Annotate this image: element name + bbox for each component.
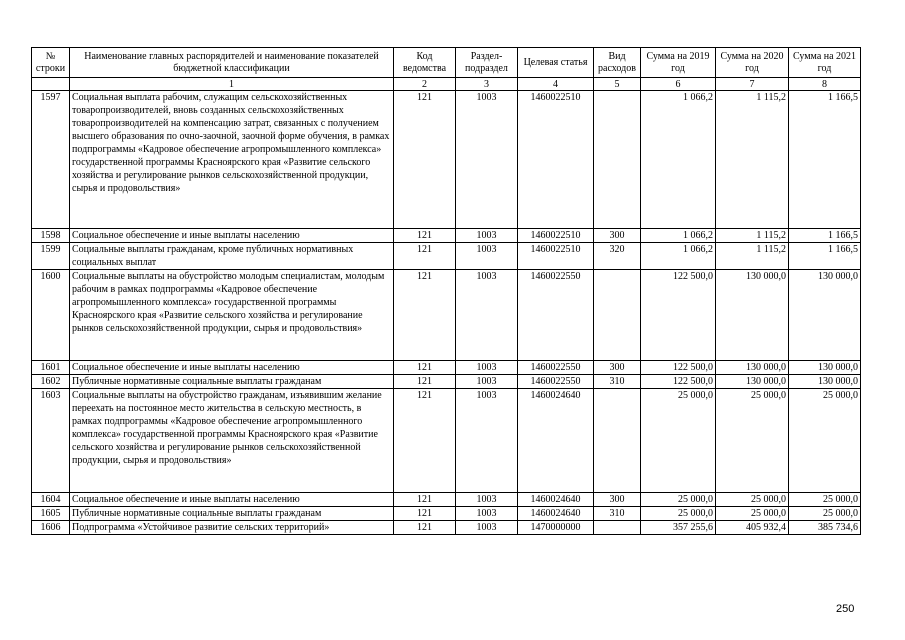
column-number: 6 (641, 78, 716, 91)
cell-sum-2021: 1 166,5 (789, 243, 861, 270)
cell-department-code: 121 (394, 91, 456, 229)
cell-row-number: 1602 (32, 375, 70, 389)
table-row (32, 521, 861, 535)
column-number: 3 (456, 78, 518, 91)
table-row (32, 375, 861, 389)
cell-target-article: 1460024640 (518, 389, 594, 493)
cell-section: 1003 (456, 270, 518, 361)
cell-sum-2019: 25 000,0 (641, 507, 716, 521)
cell-row-number: 1605 (32, 507, 70, 521)
page-number: 250 (836, 603, 855, 615)
cell-section: 1003 (456, 493, 518, 507)
cell-name: Публичные нормативные социальные выплаты гражданам (70, 375, 394, 389)
cell-row-number: 1598 (32, 229, 70, 243)
cell-sum-2020: 1 115,2 (716, 229, 789, 243)
cell-sum-2021: 385 734,6 (789, 521, 861, 535)
cell-section: 1003 (456, 243, 518, 270)
column-number-row (32, 78, 861, 91)
cell-sum-2020: 130 000,0 (716, 375, 789, 389)
header-sum-2020: Сумма на 2020 год (716, 48, 789, 78)
cell-sum-2020: 405 932,4 (716, 521, 789, 535)
cell-sum-2019: 1 066,2 (641, 229, 716, 243)
budget-table (31, 47, 861, 535)
cell-name: Социальные выплаты гражданам, кроме публичных нормативных социальных выплат (70, 243, 394, 270)
cell-department-code: 121 (394, 507, 456, 521)
cell-sum-2019: 25 000,0 (641, 493, 716, 507)
cell-expense-type: 300 (594, 493, 641, 507)
cell-sum-2020: 25 000,0 (716, 507, 789, 521)
cell-sum-2020: 1 115,2 (716, 91, 789, 229)
cell-sum-2020: 25 000,0 (716, 389, 789, 493)
cell-sum-2019: 122 500,0 (641, 361, 716, 375)
cell-name: Социальные выплаты на обустройство молодым специалистам, молодым рабочим в рамках подпрограммы «Кадровое обеспечение агропромышленного комплекса» государственной программы Красноярского края «Развитие сельского хозяйства и регулирование рынков сельскохозяйственной продукции, сырья и продовольствия» (70, 270, 394, 361)
cell-section: 1003 (456, 375, 518, 389)
cell-row-number: 1600 (32, 270, 70, 361)
header-expense-type: Вид расходов (594, 48, 641, 78)
table-row (32, 389, 861, 493)
header-sum-2021: Сумма на 2021 год (789, 48, 861, 78)
column-number-blank (32, 78, 70, 91)
table-row (32, 361, 861, 375)
cell-row-number: 1604 (32, 493, 70, 507)
table-row (32, 91, 861, 229)
cell-row-number: 1603 (32, 389, 70, 493)
header-sum-2019: Сумма на 2019 год (641, 48, 716, 78)
header-department-code: Код ведомства (394, 48, 456, 78)
cell-department-code: 121 (394, 389, 456, 493)
cell-expense-type (594, 270, 641, 361)
table-row (32, 270, 861, 361)
cell-sum-2020: 130 000,0 (716, 361, 789, 375)
column-number: 1 (70, 78, 394, 91)
cell-department-code: 121 (394, 243, 456, 270)
cell-target-article: 1470000000 (518, 521, 594, 535)
column-number: 7 (716, 78, 789, 91)
cell-target-article: 1460024640 (518, 507, 594, 521)
header-section: Раздел-подраздел (456, 48, 518, 78)
cell-name: Социальное обеспечение и иные выплаты населению (70, 493, 394, 507)
cell-section: 1003 (456, 389, 518, 493)
cell-section: 1003 (456, 229, 518, 243)
cell-sum-2021: 130 000,0 (789, 375, 861, 389)
cell-target-article: 1460022510 (518, 229, 594, 243)
cell-sum-2021: 25 000,0 (789, 493, 861, 507)
table-row (32, 243, 861, 270)
cell-target-article: 1460022550 (518, 375, 594, 389)
cell-name: Социальное обеспечение и иные выплаты населению (70, 229, 394, 243)
cell-target-article: 1460022510 (518, 243, 594, 270)
cell-expense-type: 310 (594, 507, 641, 521)
cell-section: 1003 (456, 521, 518, 535)
table-row (32, 229, 861, 243)
cell-sum-2021: 1 166,5 (789, 229, 861, 243)
cell-sum-2020: 130 000,0 (716, 270, 789, 361)
cell-name: Публичные нормативные социальные выплаты гражданам (70, 507, 394, 521)
cell-target-article: 1460022510 (518, 91, 594, 229)
cell-name: Подпрограмма «Устойчивое развитие сельских территорий» (70, 521, 394, 535)
table-body (32, 91, 861, 535)
cell-department-code: 121 (394, 521, 456, 535)
header-name: Наименование главных распорядителей и наименование показателей бюджетной классификации (70, 48, 394, 78)
cell-expense-type: 300 (594, 229, 641, 243)
cell-expense-type (594, 91, 641, 229)
cell-sum-2019: 122 500,0 (641, 270, 716, 361)
column-number: 4 (518, 78, 594, 91)
table-row (32, 507, 861, 521)
cell-expense-type: 300 (594, 361, 641, 375)
cell-department-code: 121 (394, 229, 456, 243)
cell-sum-2019: 25 000,0 (641, 389, 716, 493)
cell-target-article: 1460024640 (518, 493, 594, 507)
cell-section: 1003 (456, 507, 518, 521)
cell-department-code: 121 (394, 361, 456, 375)
cell-row-number: 1606 (32, 521, 70, 535)
cell-department-code: 121 (394, 270, 456, 361)
cell-sum-2021: 1 166,5 (789, 91, 861, 229)
cell-target-article: 1460022550 (518, 270, 594, 361)
cell-sum-2020: 25 000,0 (716, 493, 789, 507)
column-number: 8 (789, 78, 861, 91)
cell-sum-2019: 122 500,0 (641, 375, 716, 389)
cell-row-number: 1597 (32, 91, 70, 229)
cell-sum-2019: 357 255,6 (641, 521, 716, 535)
cell-expense-type: 320 (594, 243, 641, 270)
cell-sum-2021: 25 000,0 (789, 507, 861, 521)
table-row (32, 493, 861, 507)
cell-sum-2019: 1 066,2 (641, 91, 716, 229)
header-row-number: № строки (32, 48, 70, 78)
header-target-article: Целевая статья (518, 48, 594, 78)
cell-section: 1003 (456, 361, 518, 375)
cell-expense-type (594, 521, 641, 535)
column-number: 5 (594, 78, 641, 91)
column-number: 2 (394, 78, 456, 91)
cell-target-article: 1460022550 (518, 361, 594, 375)
cell-section: 1003 (456, 91, 518, 229)
cell-row-number: 1599 (32, 243, 70, 270)
cell-sum-2020: 1 115,2 (716, 243, 789, 270)
cell-expense-type: 310 (594, 375, 641, 389)
cell-sum-2021: 130 000,0 (789, 361, 861, 375)
cell-name: Социальное обеспечение и иные выплаты населению (70, 361, 394, 375)
cell-department-code: 121 (394, 493, 456, 507)
cell-name: Социальные выплаты на обустройство гражданам, изъявившим желание переехать на постоянное место жительства в сельскую местность, в рамках подпрограммы «Кадровое обеспечение агропромышленного комплекса» государственной программы Красноярского края «Развитие сельского хозяйства и регулирование рынков сельскохозяйственной продукции, сырья и продовольствия» (70, 389, 394, 493)
cell-department-code: 121 (394, 375, 456, 389)
cell-sum-2019: 1 066,2 (641, 243, 716, 270)
table-header (32, 48, 861, 91)
cell-name: Социальная выплата рабочим, служащим сельскохозяйственных товаропроизводителей, вновь созданных сельскохозяйственных товаропроизводителей на компенсацию затрат, связанных с получением высшего образования по очно-заочной, заочной форме обучения, в рамках подпрограммы «Кадровое обеспечение агропромышленного комплекса» государственной программы Красноярского края «Развитие сельского хозяйства и регулирование рынков сельскохозяйственной продукции, сырья и продовольствия» (70, 91, 394, 229)
cell-sum-2021: 130 000,0 (789, 270, 861, 361)
cell-expense-type (594, 389, 641, 493)
cell-sum-2021: 25 000,0 (789, 389, 861, 493)
cell-row-number: 1601 (32, 361, 70, 375)
